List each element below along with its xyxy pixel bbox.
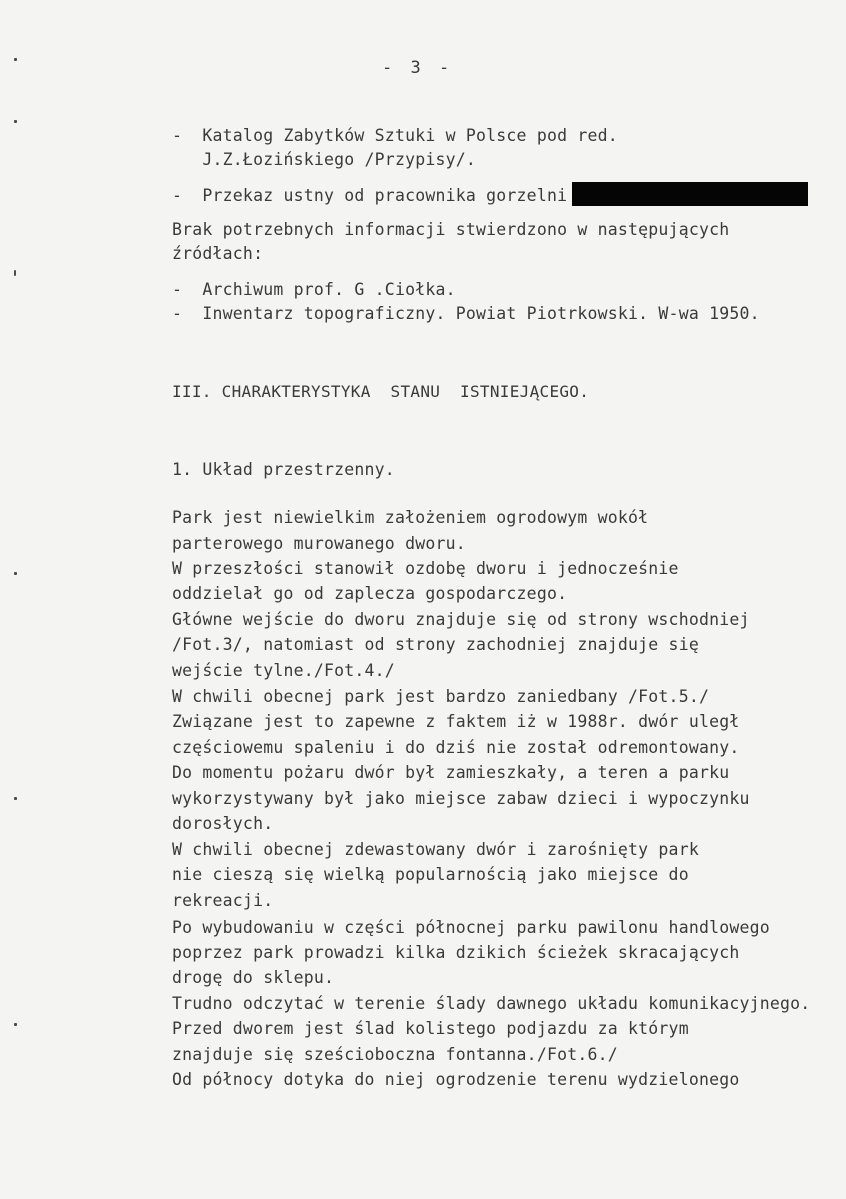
body-line: wykorzystywany był jako miejsce zabaw dzieci i wypoczynku bbox=[172, 789, 750, 808]
body-line: Związane jest to zapewne z faktem iż w 1988r. dwór uległ bbox=[172, 712, 740, 731]
margin-mark bbox=[14, 270, 16, 276]
body-line: poprzez park prowadzi kilka dzikich ścieżek skracających bbox=[172, 943, 740, 962]
body-line: częściowemu spaleniu i do dziś nie został odremontowany. bbox=[172, 738, 740, 757]
margin-mark bbox=[14, 1023, 17, 1026]
paragraph-line: źródłach: bbox=[172, 244, 264, 263]
paragraph-line: Brak potrzebnych informacji stwierdzono w następujących bbox=[172, 220, 730, 239]
body-line: Trudno odczytać w terenie ślady dawnego układu komunikacyjnego. bbox=[172, 994, 811, 1013]
body-line: drogę do sklepu. bbox=[172, 968, 335, 987]
source-line: - Przekaz ustny od pracownika gorzelni bbox=[172, 186, 568, 205]
body-line: W chwili obecnej park jest bardzo zaniedbany /Fot.5./ bbox=[172, 687, 710, 706]
body-line: znajduje się sześcioboczna fontanna./Fot.6./ bbox=[172, 1045, 618, 1064]
margin-mark bbox=[14, 120, 17, 123]
body-line: Park jest niewielkim założeniem ogrodowym wokół bbox=[172, 508, 649, 527]
subsection-heading: 1. Układ przestrzenny. bbox=[172, 460, 395, 479]
body-line: Główne wejście do dworu znajduje się od strony wschodniej bbox=[172, 610, 750, 629]
body-line: nie cieszą się wielką popularnością jako miejsce do bbox=[172, 865, 689, 884]
source-line: - Archiwum prof. G .Ciołka. bbox=[172, 280, 456, 299]
source-line: - Inwentarz topograficzny. Powiat Piotrkowski. W-wa 1950. bbox=[172, 304, 760, 323]
body-line: Od północy dotyka do niej ogrodzenie terenu wydzielonego bbox=[172, 1070, 740, 1089]
body-line: W przeszłości stanowił ozdobę dworu i jednocześnie bbox=[172, 559, 679, 578]
source-line: - Katalog Zabytków Sztuki w Polsce pod red. bbox=[172, 126, 618, 145]
margin-mark bbox=[14, 572, 17, 575]
body-line: wejście tylne./Fot.4./ bbox=[172, 661, 395, 680]
margin-mark bbox=[14, 797, 17, 800]
source-line: J.Z.Łozińskiego /Przypisy/. bbox=[172, 150, 477, 169]
margin-mark bbox=[14, 58, 17, 61]
body-line: parterowego murowanego dworu. bbox=[172, 534, 466, 553]
body-line: /Fot.3/, natomiast od strony zachodniej znajduje się bbox=[172, 635, 699, 654]
body-line: W chwili obecnej zdewastowany dwór i zarośnięty park bbox=[172, 840, 699, 859]
body-line: Po wybudowaniu w części północnej parku pawilonu handlowego bbox=[172, 918, 770, 937]
body-line: Do momentu pożaru dwór był zamieszkały, a teren a parku bbox=[172, 763, 730, 782]
section-heading: III. CHARAKTERYSTYKA STANU ISTNIEJĄCEGO. bbox=[172, 382, 590, 401]
body-line: rekreacji. bbox=[172, 891, 274, 910]
body-line: oddzielał go od zaplecza gospodarczego. bbox=[172, 584, 568, 603]
page-number: - 3 - bbox=[382, 58, 454, 78]
body-line: dorosłych. bbox=[172, 814, 274, 833]
body-line: Przed dworem jest ślad kolistego podjazdu za którym bbox=[172, 1019, 689, 1038]
redaction-bar bbox=[572, 182, 808, 206]
